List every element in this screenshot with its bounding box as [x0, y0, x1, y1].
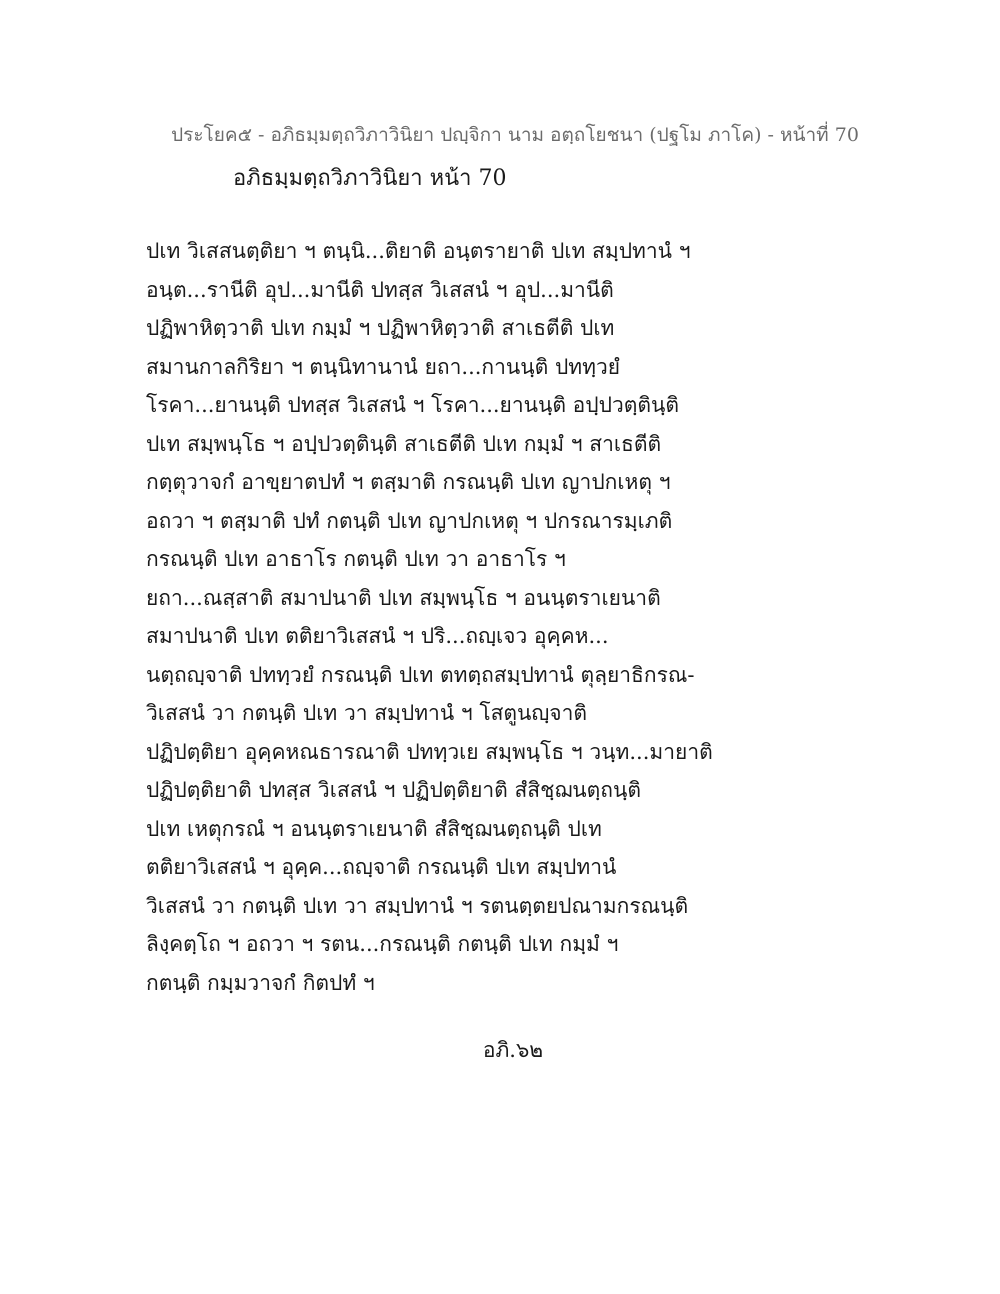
page-marker: อภิ.๖๒ [482, 1038, 544, 1062]
text-line: ยถา...ณสฺสาติ สมาปนาติ ปเท สมฺพนฺโธ ฯ อนนฺตราเยนาติ [146, 585, 661, 610]
text-line: ปเท วิเสสนตฺติยา ฯ ตนฺนิ...ติยาติ อนฺตรายาติ ปเท สมฺปทานํ ฯ [146, 239, 691, 263]
text-line: ปเท สมฺพนฺโธ ฯ อปฺปวตฺตินฺติ สาเธตีติ ปเท กมฺมํ ฯ สาเธตีติ [146, 431, 662, 456]
text-line: ปฏิปตฺติยาติ ปทสฺส วิเสสนํ ฯ ปฏิปตฺติยาติ สํสิชฺฌนตฺถนฺติ [146, 778, 642, 802]
text-line: สมานกาลกิริยา ฯ ตนฺนิทานานํ ยถา...กานนฺติ ปททฺวยํ [146, 354, 621, 379]
text-line: นตฺถญฺจาติ ปททฺวยํ กรณนฺติ ปเท ตทตฺถสมฺปทานํ ตุลฺยาธิกรณ- [146, 662, 695, 687]
text-line: โรคา...ยานนฺติ ปทสฺส วิเสสนํ ฯ โรคา...ยานนฺติ อปฺปวตฺตินฺติ [146, 393, 680, 417]
text-line: อนฺต...รานีติ อุป...มานีติ ปทสฺส วิเสสนํ ฯ อุป...มานีติ [146, 277, 614, 302]
body-text [146, 232, 926, 1002]
text-line: ปเท เหตุกรณํ ฯ อนนฺตราเยนาติ สํสิชฺฌนตฺถนฺติ ปเท [146, 816, 602, 841]
text-line: ปฏิปตฺติยา อุคฺคหณธารณาติ ปททฺวเย สมฺพนฺโธ ฯ วนฺท...มายาติ [146, 739, 713, 764]
page-title: อภิธมฺมตฺถวิภาวินิยา หน้า 70 [233, 166, 507, 191]
running-header: ประโยค๕ - อภิธมฺมตฺถวิภาวินิยา ปญฺจิกา นาม อตฺถโยชนา (ปฐโม ภาโค) - หน้าที่ 70 [171, 124, 859, 146]
text-line: วิเสสนํ วา กตนฺติ ปเท วา สมฺปทานํ ฯ โสตูนญฺจาติ [146, 701, 588, 725]
text-line: กรณนฺติ ปเท อาธาโร กตนฺติ ปเท วา อาธาโร ฯ [146, 547, 566, 571]
text-line: ปฏิพาหิตฺวาติ ปเท กมฺมํ ฯ ปฏิพาหิตฺวาติ สาเธตีติ ปเท [146, 316, 615, 340]
text-line: กตฺตุวาจกํ อาขฺยาตปทํ ฯ ตสฺมาติ กรณนฺติ ปเท ญาปกเหตุ ฯ [146, 470, 671, 494]
text-line: อถวา ฯ ตสฺมาติ ปทํ กตนฺติ ปเท ญาปกเหตุ ฯ ปกรณารมฺเภติ [146, 508, 673, 533]
text-line: สมาปนาติ ปเท ตติยาวิเสสนํ ฯ ปริ...ถญฺเจว อุคฺคห... [146, 624, 609, 648]
text-line: กตนฺติ กมฺมวาจกํ กิตปทํ ฯ [146, 970, 375, 995]
text-line: ลิงฺคตฺโถ ฯ อถวา ฯ รตน...กรณนฺติ กตนฺติ ปเท กมฺมํ ฯ [146, 932, 619, 956]
text-line: วิเสสนํ วา กตนฺติ ปเท วา สมฺปทานํ ฯ รตนตฺตยปณามกรณนฺติ [146, 893, 689, 918]
text-line: ตติยาวิเสสนํ ฯ อุคฺค...ถญฺจาติ กรณนฺติ ปเท สมฺปทานํ [146, 855, 617, 879]
